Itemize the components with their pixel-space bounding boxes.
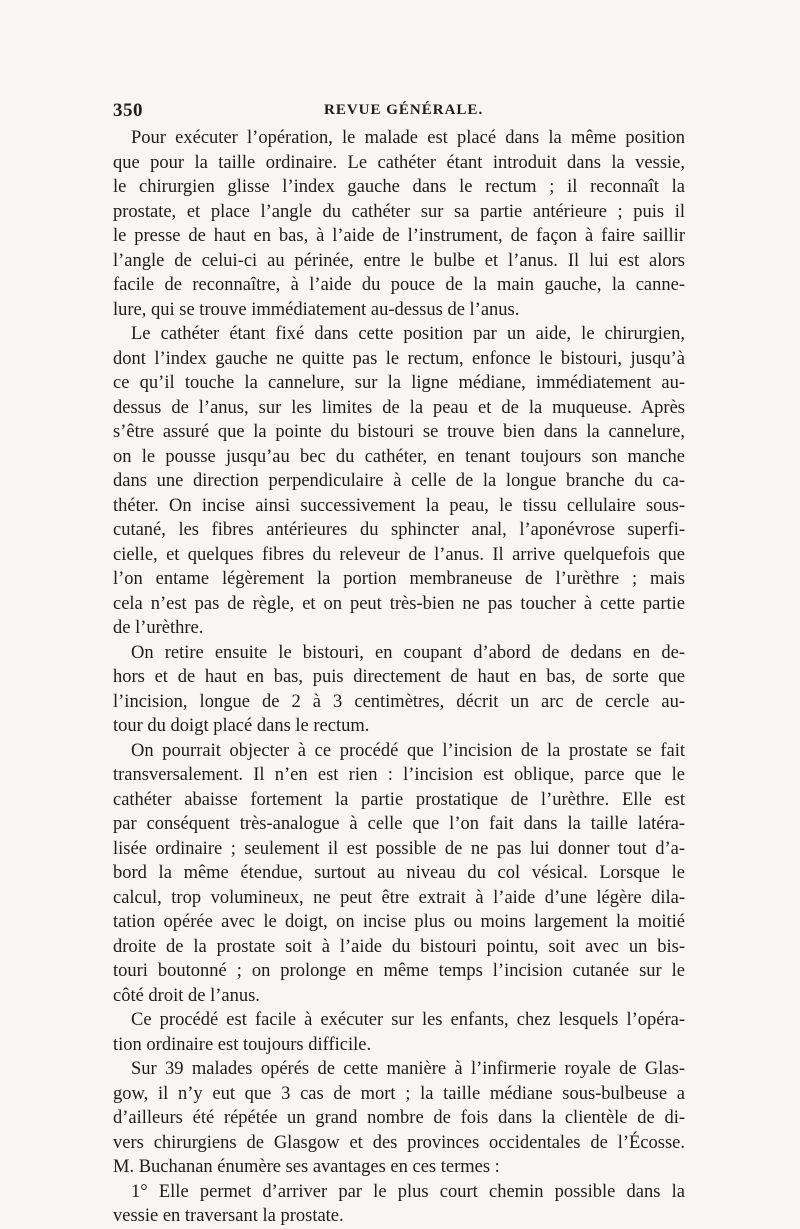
text-line: On pourrait objecter à ce procédé que l’incision de la prostate se fait: [131, 740, 685, 761]
text-line: M. Buchanan énumère ses avantages en ces termes :: [113, 1157, 500, 1177]
text-line: cutané, les fibres antérieures du sphincter anal, l’aponévrose superfi-: [113, 520, 685, 540]
text-line: côté droit de l’anus.: [113, 985, 260, 1006]
text-line: l’angle de celui-ci au périnée, entre le bulbe et l’anus. Il lui est alors: [113, 250, 685, 271]
text-line: gow, il n’y eut que 3 cas de mort ; la taille médiane sous-bulbeuse a: [113, 1083, 685, 1104]
body-text: [113, 126, 685, 1229]
text-line: facile de reconnaître, à l’aide du pouce de la main gauche, la canne-: [113, 275, 685, 295]
text-line: s’être assuré que la pointe du bistouri se trouve bien dans la cannelure,: [113, 422, 685, 442]
text-line: tion ordinaire est toujours difficile.: [113, 1034, 372, 1055]
text-line: tation opérée avec le doigt, on incise plus ou moins largement la moitié: [113, 912, 685, 932]
text-line: cathéter abaisse fortement la partie prostatique de l’urèthre. Elle est: [113, 789, 685, 810]
text-line: hors et de haut en bas, puis directement de haut en bas, de sorte que: [113, 667, 685, 687]
text-line: par conséquent très-analogue à celle que l’on fait dans la taille latéra-: [113, 814, 685, 834]
text-line: dessus de l’anus, sur les limites de la peau et de la muqueuse. Après: [113, 397, 685, 418]
text-line: 1° Elle permet d’arriver par le plus court chemin possible dans la: [131, 1181, 685, 1202]
text-line: l’on entame légèrement la portion membraneuse de l’urèthre ; mais: [113, 569, 685, 589]
text-line: de l’urèthre.: [113, 618, 204, 638]
text-line: on le pousse jusqu’au bec du cathéter, en tenant toujours son manche: [113, 446, 685, 467]
text-line: Le cathéter étant fixé dans cette position par un aide, le chirurgien,: [131, 324, 685, 344]
text-line: ce qu’il touche la cannelure, sur la ligne médiane, immédiatement au-: [113, 373, 685, 393]
running-head: REVUE GÉNÉRALE.: [324, 102, 484, 118]
text-line: cielle, et quelques fibres du releveur de l’anus. Il arrive quelquefois que: [113, 544, 685, 565]
text-line: le chirurgien glisse l’index gauche dans le rectum ; il reconnaît la: [113, 177, 685, 197]
text-line: vessie en traversant la prostate.: [113, 1206, 344, 1226]
text-line: lure, qui se trouve immédiatement au-dessus de l’anus.: [113, 299, 520, 320]
text-line: vers chirurgiens de Glasgow et des provinces occidentales de l’Écosse.: [113, 1132, 685, 1153]
text-line: le presse de haut en bas, à l’aide de l’instrument, de façon à faire saillir: [113, 226, 685, 246]
text-line: prostate, et place l’angle du cathéter sur sa partie antérieure ; puis il: [113, 201, 685, 222]
text-line: dans une direction perpendiculaire à celle de la longue branche du ca-: [113, 471, 685, 491]
text-line: droite de la prostate soit à l’aide du bistouri pointu, soit avec un bis-: [113, 936, 685, 957]
text-line: On retire ensuite le bistouri, en coupant d’abord de dedans en de-: [131, 642, 685, 663]
text-line: que pour la taille ordinaire. Le cathéter étant introduit dans la vessie,: [113, 152, 685, 173]
text-line: Pour exécuter l’opération, le malade est placé dans la même position: [131, 128, 685, 148]
text-line: théter. On incise ainsi successivement la peau, le tissu cellulaire sous-: [113, 495, 685, 516]
text-line: l’incision, longue de 2 à 3 centimètres, décrit un arc de cercle au-: [113, 691, 685, 712]
text-line: bord la même étendue, surtout au niveau du col vésical. Lorsque le: [113, 863, 685, 883]
text-line: cela n’est pas de règle, et on peut très-bien ne pas toucher à cette partie: [113, 593, 685, 614]
page-number: 350: [113, 100, 143, 121]
page-header: [113, 100, 698, 124]
text-line: touri boutonné ; on prolonge en même temps l’incision cutanée sur le: [113, 961, 685, 981]
text-line: lisée ordinaire ; seulement il est possible de ne pas lui donner tout d’a-: [113, 838, 685, 859]
text-line: dont l’index gauche ne quitte pas le rectum, enfonce le bistouri, jusqu’à: [113, 348, 685, 369]
text-line: transversalement. Il n’en est rien : l’incision est oblique, parce que le: [113, 765, 685, 785]
text-line: Ce procédé est facile à exécuter sur les enfants, chez lesquels l’opéra-: [131, 1010, 685, 1030]
text-line: calcul, trop volumineux, ne peut être extrait à l’aide d’une légère dila-: [113, 887, 685, 908]
text-line: tour du doigt placé dans le rectum.: [113, 716, 370, 736]
text-line: Sur 39 malades opérés de cette manière à l’infirmerie royale de Glas-: [131, 1059, 685, 1079]
text-line: d’ailleurs été répétée un grand nombre de fois dans la clientèle de di-: [113, 1108, 685, 1128]
